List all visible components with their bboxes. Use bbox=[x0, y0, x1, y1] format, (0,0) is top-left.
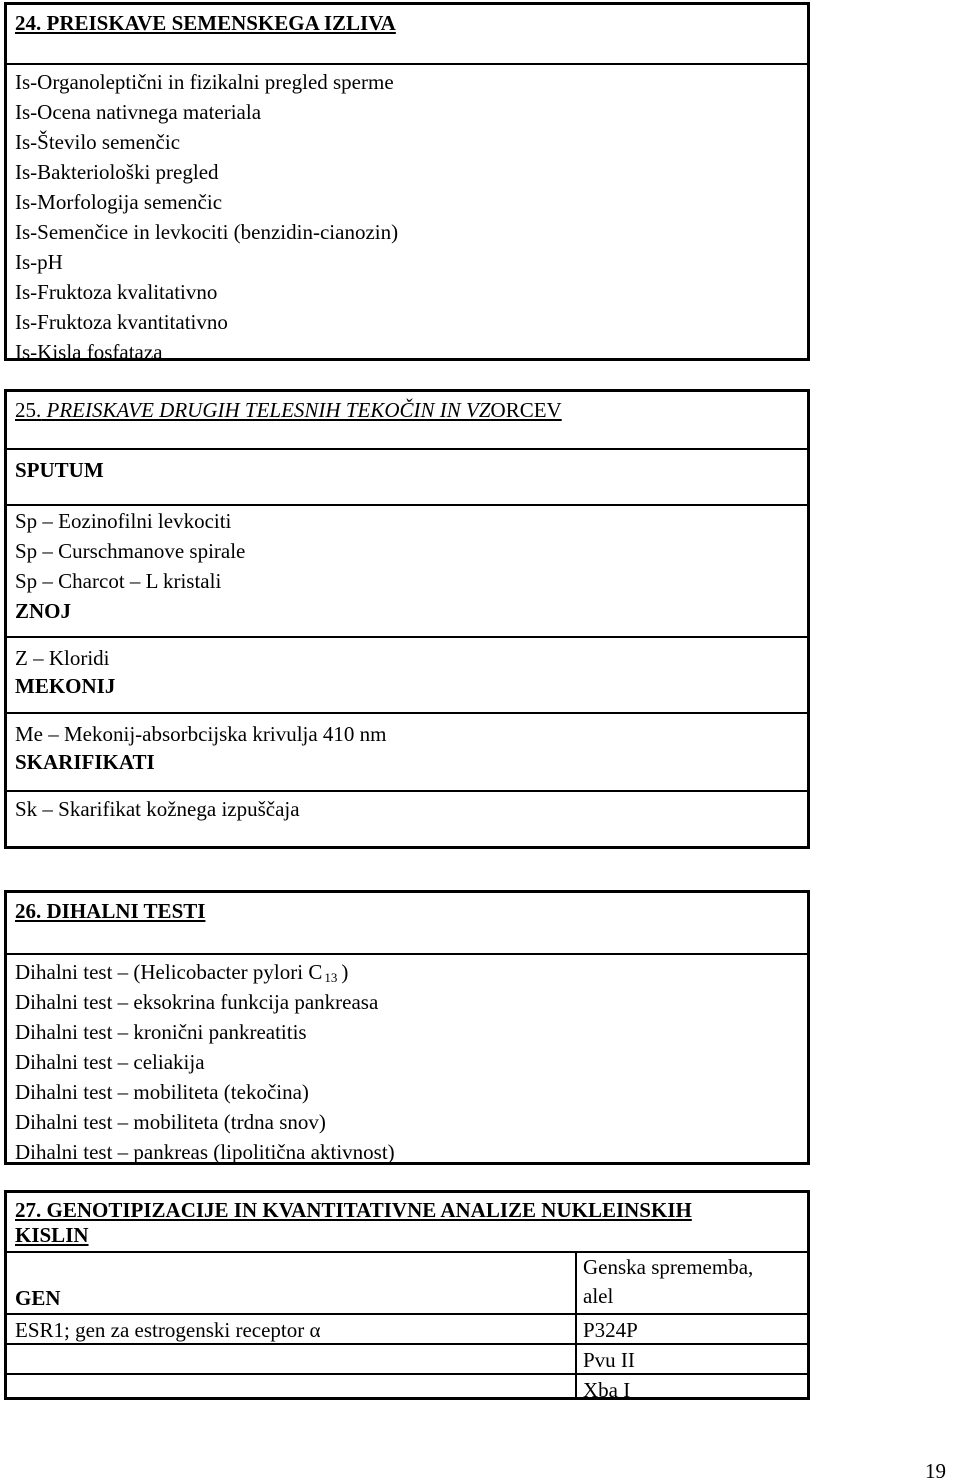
znoj-heading: ZNOJ bbox=[7, 596, 807, 638]
sputum-list bbox=[7, 506, 807, 596]
list-item: Dihalni test – kronični pankreatitis bbox=[15, 1020, 307, 1044]
section-25-title bbox=[7, 392, 807, 450]
list-item: Is-Organoleptični in fizikalni pregled sperme bbox=[15, 70, 394, 94]
sputum-heading: SPUTUM bbox=[7, 450, 807, 506]
list-item: Is-Število semenčic bbox=[15, 130, 181, 154]
carbon-isotope-subscript: 13 bbox=[324, 970, 338, 985]
page-number: 19 bbox=[925, 1459, 946, 1483]
section-27-title-line1: 27. GENOTIPIZACIJE IN KVANTITATIVNE ANALIZE NUKLEINSKIH bbox=[15, 1198, 692, 1222]
list-item bbox=[7, 957, 807, 987]
list-item: Dihalni test – celiakija bbox=[15, 1050, 205, 1074]
section-25-title-italic: PREISKAVE DRUGIH TELESNIH TEKOČIN IN VZ bbox=[46, 398, 491, 422]
section-27-title-line2: KISLIN bbox=[15, 1223, 89, 1247]
gene-cell: ESR1; gen za estrogenski receptor α bbox=[15, 1318, 321, 1342]
allele-cell: Xba I bbox=[583, 1378, 631, 1402]
section-25-title-num: 25. bbox=[15, 398, 42, 422]
table-row bbox=[7, 1315, 807, 1345]
section-24-list bbox=[7, 65, 807, 367]
gene-table-header bbox=[7, 1253, 807, 1315]
mekonij-heading: MEKONIJ bbox=[7, 672, 807, 714]
skarifikati-heading: SKARIFIKATI bbox=[7, 748, 807, 792]
allele-cell: P324P bbox=[583, 1318, 638, 1342]
section-27 bbox=[4, 1190, 810, 1400]
list-item: Dihalni test – mobiliteta (tekočina) bbox=[15, 1080, 309, 1104]
list-item: Is-Semenčice in levkociti (benzidin-cianozin) bbox=[15, 220, 399, 244]
section-26-list bbox=[7, 955, 807, 1167]
list-item: Me – Mekonij-absorbcijska krivulja 410 nm bbox=[15, 722, 387, 746]
list-item: Is-Morfologija semenčic bbox=[15, 190, 223, 214]
table-row bbox=[7, 1375, 807, 1403]
change-header-line2: alel bbox=[583, 1284, 614, 1308]
breath-test-helicobacter: Dihalni test – (Helicobacter pylori C bbox=[15, 960, 323, 984]
section-25 bbox=[4, 389, 810, 849]
section-26-title: 26. DIHALNI TESTI bbox=[7, 893, 807, 955]
change-header-line1: Genska sprememba, bbox=[583, 1255, 754, 1279]
table-row bbox=[7, 1345, 807, 1375]
section-24 bbox=[4, 2, 810, 364]
breath-test-helicobacter-close: ) bbox=[341, 960, 349, 984]
gen-column-header: GEN bbox=[15, 1286, 61, 1310]
list-item: Dihalni test – mobiliteta (trdna snov) bbox=[15, 1110, 326, 1134]
list-item: Is-Bakteriološki pregled bbox=[15, 160, 219, 184]
change-column-header bbox=[583, 1253, 753, 1311]
list-item: Is-Fruktoza kvalitativno bbox=[15, 280, 218, 304]
section-27-title bbox=[7, 1193, 807, 1253]
list-item: Z – Kloridi bbox=[15, 646, 110, 670]
allele-cell: Pvu II bbox=[583, 1348, 635, 1372]
section-26 bbox=[4, 890, 810, 1165]
list-item: Sk – Skarifikat kožnega izpuščaja bbox=[15, 797, 300, 821]
list-item: Is-Kisla fosfataza bbox=[15, 340, 163, 364]
list-item: Dihalni test – pankreas (lipolitična aktivnost) bbox=[15, 1140, 395, 1164]
section-24-title: 24. PREISKAVE SEMENSKEGA IZLIVA bbox=[7, 5, 807, 65]
list-item: Is-pH bbox=[15, 250, 63, 274]
list-item: Is-Fruktoza kvantitativno bbox=[15, 310, 228, 334]
list-item: Is-Ocena nativnega materiala bbox=[15, 100, 262, 124]
section-25-title-rest: ORCEV bbox=[490, 398, 562, 422]
list-item: Sp – Eozinofilni levkociti bbox=[15, 509, 232, 533]
list-item: Sp – Charcot – L kristali bbox=[15, 569, 222, 593]
list-item: Sp – Curschmanove spirale bbox=[15, 539, 246, 563]
list-item: Dihalni test – eksokrina funkcija pankreasa bbox=[15, 990, 379, 1014]
